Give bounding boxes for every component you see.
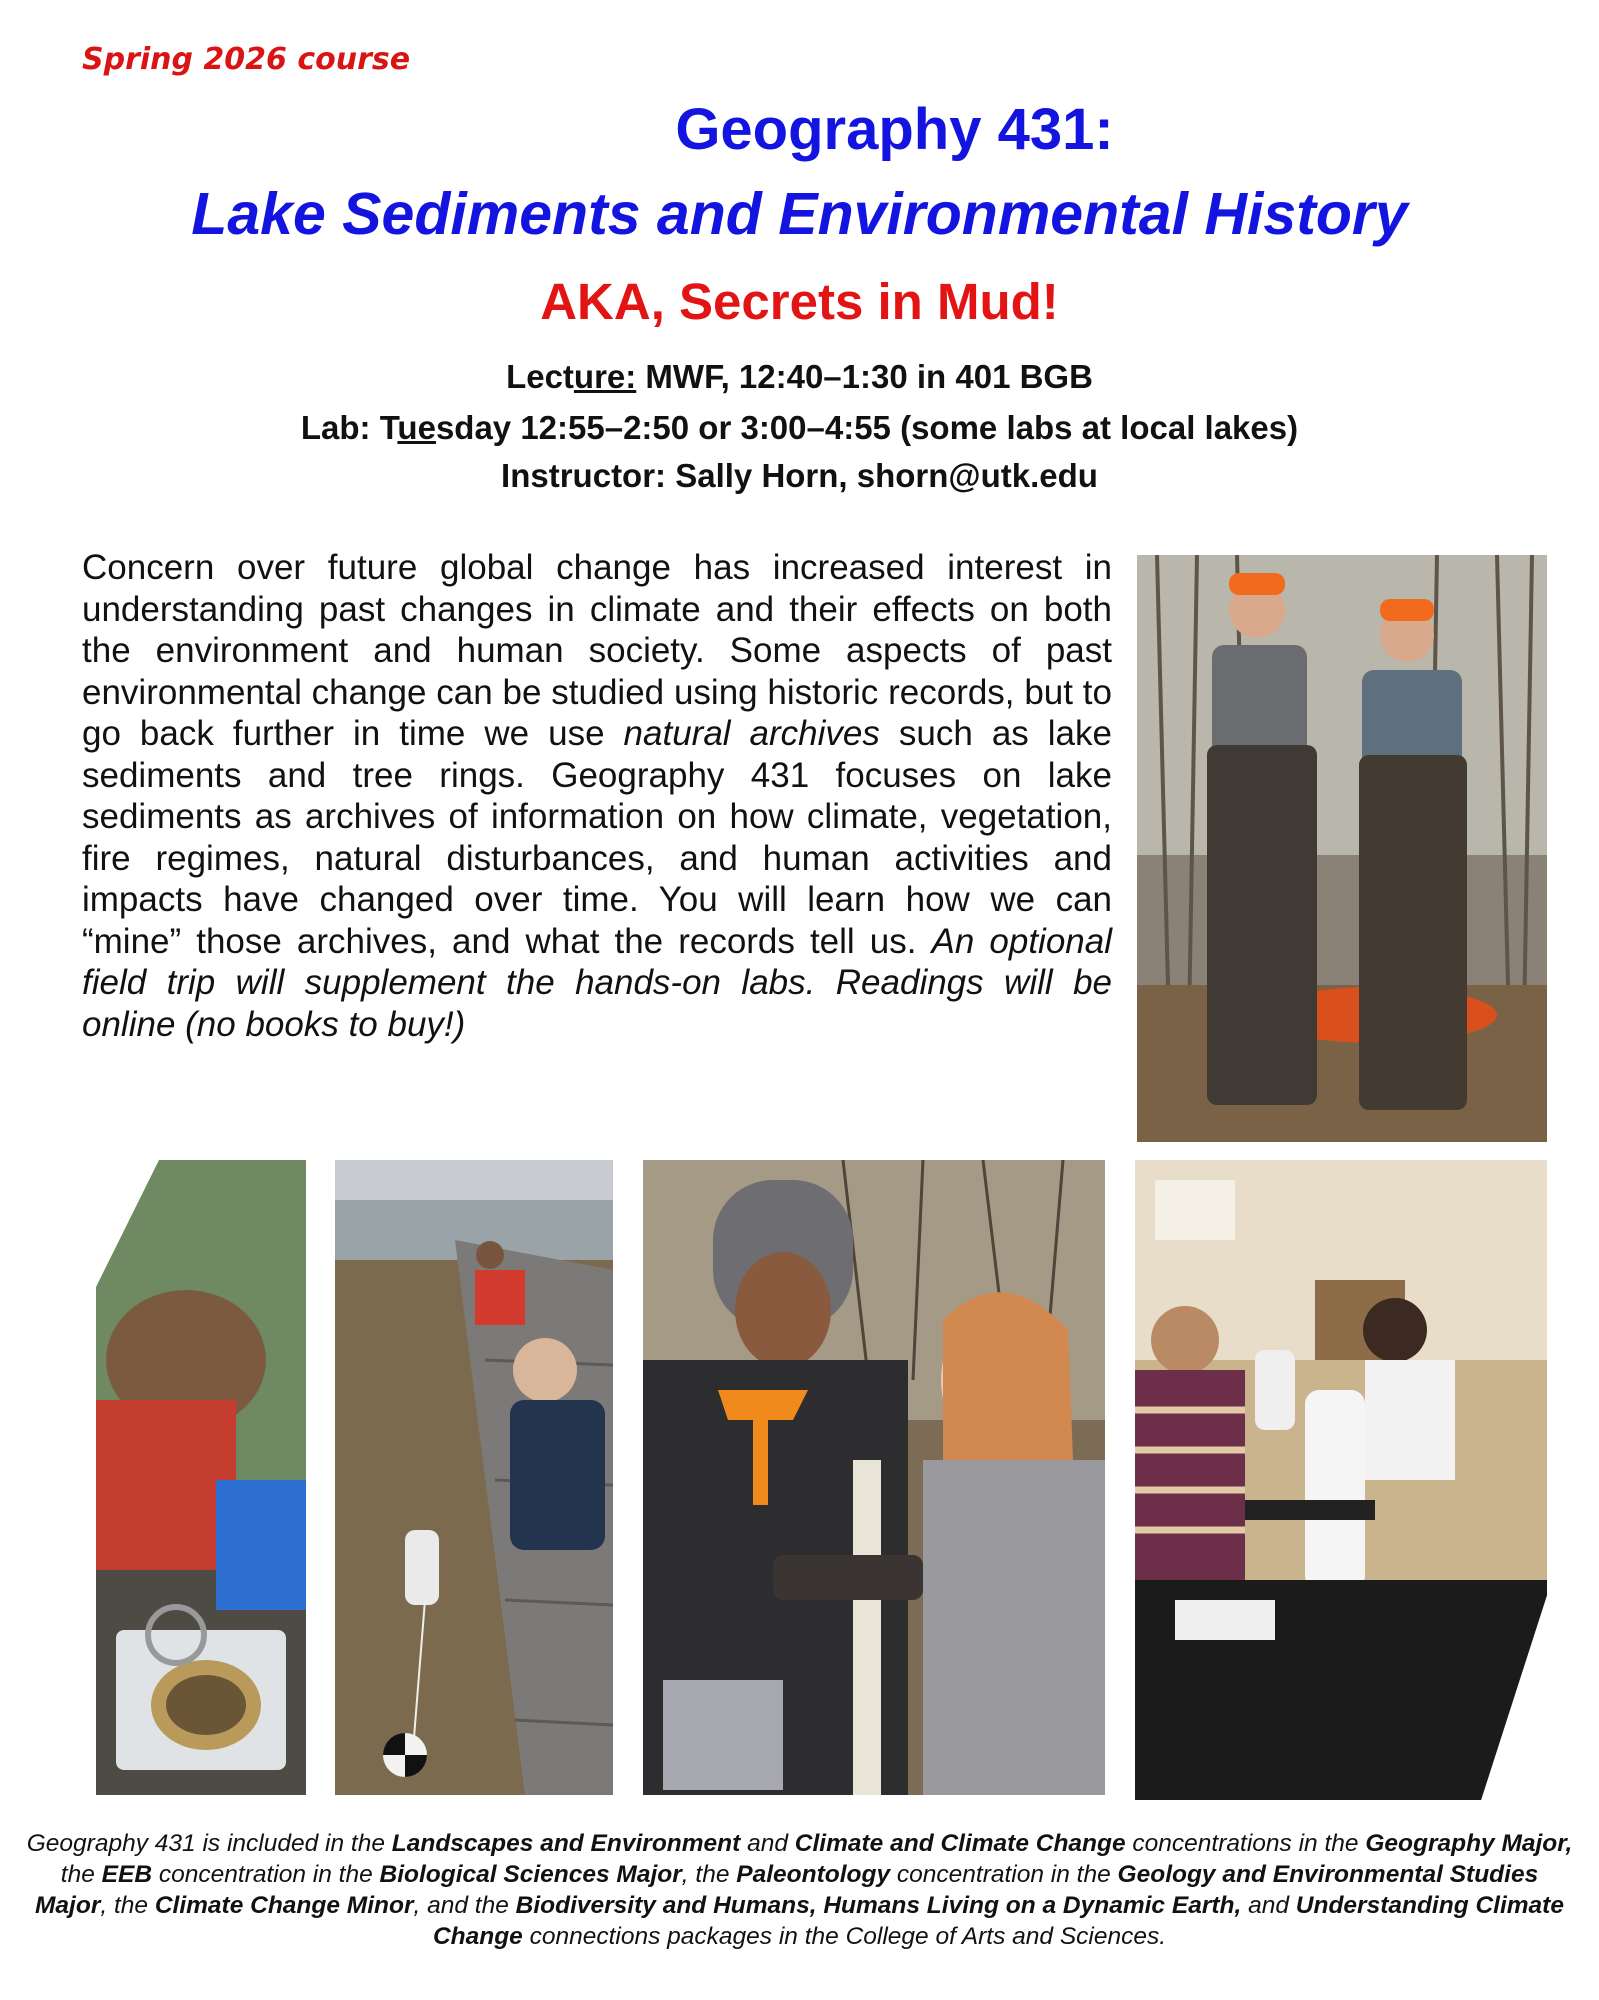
description-text-cont: such as lake sediments and tree rings. Geography 431 focuses on lake sediments as archives of information on how climate, vegetation, fire regimes, natural disturbances, and human activities and impacts have changed over time. You will learn how we can “mine” those archives, and what the records tell us.: [82, 714, 1112, 961]
footer-text: , the: [100, 1892, 155, 1919]
photo-students-in-waders: [1137, 555, 1547, 1142]
footer-bold: Understanding Climate Change: [432, 1892, 1564, 1950]
description-emphasis: natural archives: [623, 714, 880, 753]
footer-bold: Landscapes and Environment: [391, 1830, 741, 1857]
semester-label: Spring 2026 course: [82, 42, 411, 77]
footer-text: and: [740, 1830, 795, 1857]
footer-bold: EEB: [101, 1861, 153, 1888]
photo-dock-sampling: [335, 1160, 613, 1795]
lecture-time: MWF, 12:40–1:30 in 401 BGB: [636, 358, 1093, 395]
footer-bold: Paleontology: [736, 1861, 891, 1888]
photo-sample-tray: [96, 1160, 306, 1795]
footer-bold: Biological Sciences Major: [379, 1861, 682, 1888]
lecture-label: Lect: [506, 358, 574, 395]
description-text: Concern over future global change has increased interest in understanding past changes in climate and their effects on both the environment and human society. Some aspects of past environmental change can be studied using historic records, but to go back further in time we use: [82, 548, 1112, 753]
course-subtitle: Lake Sediments and Environmental History: [191, 181, 1408, 247]
course-description: [82, 547, 1112, 1045]
lab-label-underlined: ue: [397, 409, 436, 446]
lab-schedule: [0, 409, 1599, 447]
lecture-schedule: [0, 358, 1599, 396]
footer-text: concentration in the: [152, 1861, 380, 1888]
lab-time: sday 12:55–2:50 or 3:00–4:55 (some labs at local lakes): [435, 409, 1299, 446]
footer-bold: Geography Major,: [1365, 1830, 1573, 1857]
photo-sediment-core: [643, 1160, 1105, 1795]
footer-concentrations-note: [22, 1828, 1577, 1952]
footer-bold: Biodiversity and Humans, Humans Living on a Dynamic Earth,: [515, 1892, 1242, 1919]
footer-text: concentration in the: [890, 1861, 1118, 1888]
footer-bold: Climate and Climate Change: [794, 1830, 1126, 1857]
footer-text: connections packages in the College of Arts and Sciences.: [522, 1923, 1167, 1950]
description-closing: An optional field trip will supplement the hands-on labs. Readings will be online (no books to buy!): [82, 921, 1113, 1044]
footer-bold: Climate Change Minor: [154, 1892, 414, 1919]
footer-text: and: [1241, 1892, 1296, 1919]
footer-text: , the: [681, 1861, 737, 1888]
footer-text: Geography 431 is included in the: [26, 1830, 392, 1857]
lecture-label-underlined: ure:: [573, 358, 637, 395]
course-nickname: AKA, Secrets in Mud!: [540, 273, 1059, 330]
footer-text: , and the: [413, 1892, 516, 1919]
footer-bold: Geology and Environmental Studies Major: [35, 1861, 1539, 1919]
course-title: Geography 431:: [675, 97, 1114, 162]
photo-microscope-lab: [1135, 1160, 1547, 1800]
instructor-info: Instructor: Sally Horn, shorn@utk.edu: [501, 457, 1098, 494]
footer-text: concentrations in the: [1125, 1830, 1366, 1857]
footer-text: the: [60, 1861, 102, 1888]
lab-label: Lab: T: [300, 409, 398, 446]
